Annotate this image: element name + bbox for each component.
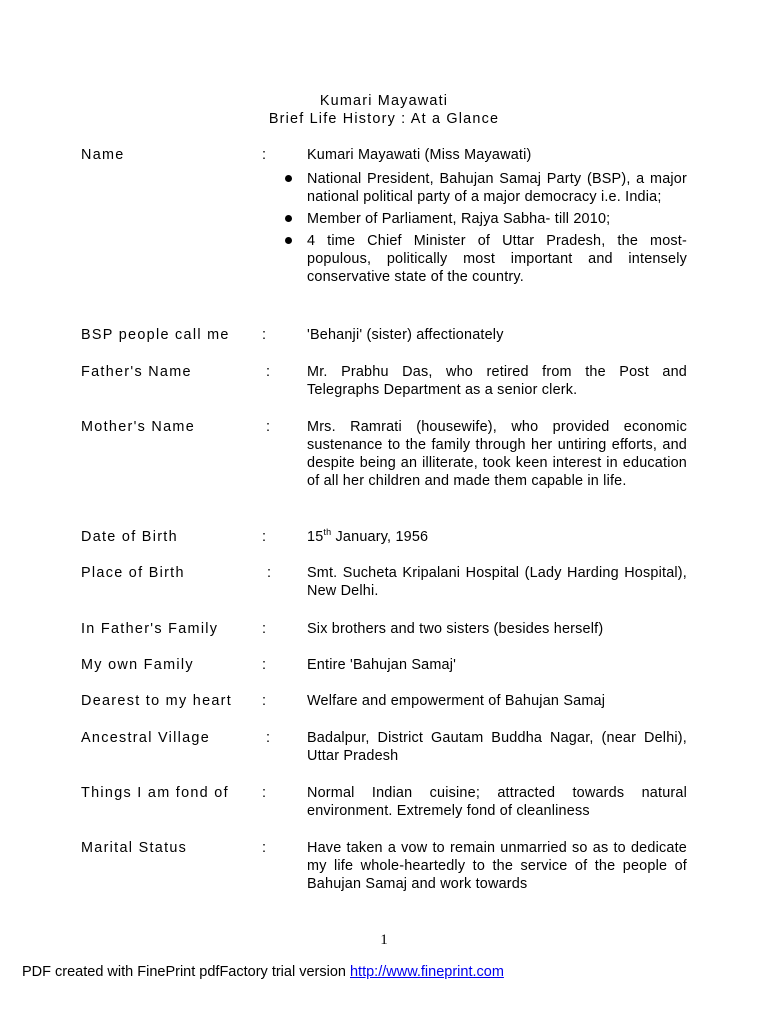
field-value: Welfare and empowerment of Bahujan Samaj (307, 693, 606, 709)
colon: : (262, 327, 266, 343)
field-label: Dearest to my heart (81, 693, 233, 709)
colon: : (266, 419, 270, 435)
field-value: Normal Indian cuisine; attracted towards natural environment. Extremely fond of cleanliness (307, 785, 687, 819)
document-title: Kumari Mayawati (319, 93, 449, 109)
document-subtitle: Brief Life History : At a Glance (268, 111, 500, 127)
colon: : (262, 657, 266, 673)
field-label: Ancestral Village (81, 730, 211, 746)
field-label: Place of Birth (81, 565, 185, 581)
field-value: Kumari Mayawati (Miss Mayawati) (307, 147, 532, 163)
list-item: National President, Bahujan Samaj Party (BSP), a major national political party of a major democracy i.e. India; (285, 170, 687, 206)
list-item: 4 time Chief Minister of Uttar Pradesh, the most-populous, politically most important and intensely conservative state of the country. (285, 232, 687, 286)
colon: : (267, 565, 271, 581)
colon: : (266, 730, 270, 746)
bullet-icon (285, 237, 292, 244)
footer-text: PDF created with FinePrint pdfFactory trial version (22, 964, 350, 980)
bullet-icon (285, 175, 292, 182)
bullet-list (285, 170, 687, 290)
field-value: Entire 'Bahujan Samaj' (307, 657, 457, 673)
field-label: Marital Status (81, 840, 188, 856)
field-label: Things I am fond of (81, 785, 229, 801)
field-value: 15th January, 1956 (307, 527, 429, 545)
field-value: Mr. Prabhu Das, who retired from the Post and Telegraphs Department as a senior clerk. (307, 364, 687, 398)
colon: : (262, 621, 266, 637)
field-label: Mother's Name (81, 419, 196, 435)
field-label: BSP people call me (81, 327, 230, 343)
field-value: Six brothers and two sisters (besides herself) (307, 621, 604, 637)
colon: : (262, 147, 266, 163)
field-value: 'Behanji' (sister) affectionately (307, 327, 504, 343)
colon: : (262, 785, 266, 801)
page-number: 1 (380, 932, 388, 948)
field-value: Smt. Sucheta Kripalani Hospital (Lady Harding Hospital), New Delhi. (307, 565, 687, 599)
colon: : (262, 693, 266, 709)
field-label: In Father's Family (81, 621, 219, 637)
field-label: Date of Birth (81, 529, 178, 545)
field-value: Mrs. Ramrati (housewife), who provided economic sustenance to the family through her untiring efforts, and despite being an illiterate, took keen interest in education of all her children and made them capable in life. (307, 419, 687, 489)
field-label: Name (81, 147, 125, 163)
field-label: My own Family (81, 657, 194, 673)
colon: : (262, 840, 266, 856)
colon: : (266, 364, 270, 380)
field-label: Father's Name (81, 364, 192, 380)
field-value: Have taken a vow to remain unmarried so as to dedicate my life whole-heartedly to the service of the people of Bahujan Samaj and work towards (307, 840, 687, 892)
fineprint-link[interactable]: http://www.fineprint.com (349, 964, 504, 980)
bullet-icon (285, 215, 292, 222)
field-value: Badalpur, District Gautam Buddha Nagar, (near Delhi), Uttar Pradesh (307, 730, 687, 764)
list-item: Member of Parliament, Rajya Sabha- till 2010; (285, 210, 687, 228)
pdf-footer (22, 964, 504, 980)
colon: : (262, 529, 266, 545)
